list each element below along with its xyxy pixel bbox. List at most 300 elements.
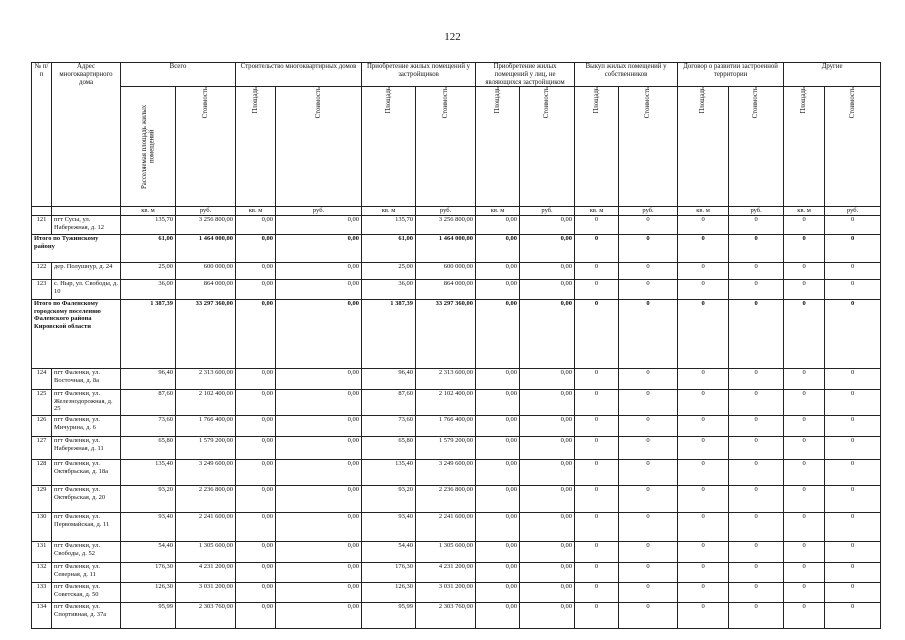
row-number: 131 [32, 542, 52, 563]
table-cell: 0 [619, 300, 678, 369]
table-cell: 2 102 400,00 [176, 390, 236, 416]
table-cell: 0,00 [520, 460, 575, 486]
table-cell: 0 [784, 263, 825, 280]
table-cell: 2 313 600,00 [176, 369, 236, 390]
table-cell: 0,00 [236, 486, 276, 513]
table-cell: 0 [678, 390, 729, 416]
table-cell: 2 313 600,00 [416, 369, 476, 390]
table-cell: 0 [784, 583, 825, 603]
table-cell: 2 303 760,00 [176, 603, 236, 629]
table-cell: 0,00 [520, 280, 575, 300]
sub-cost-header: Стоимость [176, 87, 236, 207]
table-row [32, 416, 881, 437]
table-cell: 0 [729, 280, 784, 300]
table-row [32, 437, 881, 460]
table-cell: 0,00 [236, 563, 276, 583]
sub-cost-header: Стоимость [416, 87, 476, 207]
table-cell: 0 [619, 235, 678, 263]
col-num-header: № п/п [32, 63, 52, 207]
table-cell: 0,00 [276, 369, 362, 390]
table-cell: 1 464 000,00 [176, 235, 236, 263]
table-cell: 0,00 [520, 437, 575, 460]
table-cell: 0 [619, 542, 678, 563]
table-cell: 0,00 [520, 263, 575, 280]
table-cell: 96,40 [362, 369, 416, 390]
table-cell: 2 102 400,00 [416, 390, 476, 416]
header-row-sub [32, 87, 881, 207]
table-cell: 0,00 [476, 369, 520, 390]
table-cell: 0 [825, 280, 881, 300]
table-cell: 1 766 400,00 [176, 416, 236, 437]
table-cell: 0 [619, 437, 678, 460]
table-cell: 1 305 600,00 [416, 542, 476, 563]
table-cell: 3 031 200,00 [416, 583, 476, 603]
table-cell: 3 249 600,00 [416, 460, 476, 486]
row-number: 126 [32, 416, 52, 437]
table-cell: 0 [575, 583, 619, 603]
table-cell: 0 [729, 416, 784, 437]
table-cell: 0 [825, 486, 881, 513]
unit-cell: руб. [729, 207, 784, 216]
table-cell: 33 297 360,00 [176, 300, 236, 369]
table-cell: 135,70 [121, 216, 176, 235]
table-cell: 0,00 [520, 216, 575, 235]
table-cell: 0,00 [236, 390, 276, 416]
sub-cost-header: Стоимость [520, 87, 575, 207]
table-cell: 0 [825, 235, 881, 263]
row-number: 127 [32, 437, 52, 460]
table-cell: 1 387,39 [121, 300, 176, 369]
table-cell: 1 579 200,00 [176, 437, 236, 460]
table-cell: 95,99 [362, 603, 416, 629]
table-cell: 0,00 [520, 542, 575, 563]
table-cell: 54,40 [121, 542, 176, 563]
table-cell: 0,00 [276, 603, 362, 629]
table-cell: 2 241 600,00 [416, 513, 476, 542]
table-cell: 0 [825, 603, 881, 629]
table-cell: 600 000,00 [176, 263, 236, 280]
table-cell: 0 [678, 216, 729, 235]
table-cell: 1 579 200,00 [416, 437, 476, 460]
table-cell: 0,00 [236, 235, 276, 263]
table-cell: 3 256 800,00 [416, 216, 476, 235]
table-body [32, 216, 881, 629]
unit-cell: руб. [520, 207, 575, 216]
table-cell: 176,30 [121, 563, 176, 583]
table-cell: 0 [825, 390, 881, 416]
table-cell: 0 [729, 460, 784, 486]
row-number: 121 [32, 216, 52, 235]
unit-cell: кв. м [236, 207, 276, 216]
table-cell: 0 [575, 390, 619, 416]
table-row [32, 263, 881, 280]
subtotal-label: Итого по Фаленскому городскому поселению Фаленского района Кировской области [32, 300, 121, 369]
table-cell: 0 [619, 513, 678, 542]
unit-cell: руб. [276, 207, 362, 216]
table-row [32, 542, 881, 563]
subtotal-row [32, 235, 881, 263]
unit-cell: кв. м [362, 207, 416, 216]
unit-cell: кв. м [476, 207, 520, 216]
table-cell: 0,00 [276, 513, 362, 542]
table-cell: 0 [825, 369, 881, 390]
table-cell: 0 [678, 300, 729, 369]
table-cell: 0,00 [276, 583, 362, 603]
table-cell: 0,00 [520, 300, 575, 369]
table-cell: 135,70 [362, 216, 416, 235]
table-cell: 0 [729, 563, 784, 583]
table-cell: 0,00 [276, 300, 362, 369]
table-cell: 93,20 [121, 486, 176, 513]
table-cell: 0 [784, 300, 825, 369]
table-cell: 0,00 [476, 583, 520, 603]
table-cell: 0 [784, 437, 825, 460]
table-cell: 0 [575, 513, 619, 542]
table-cell: 36,00 [121, 280, 176, 300]
table-cell: 0 [575, 369, 619, 390]
table-cell: 0,00 [276, 390, 362, 416]
sub-cost-header: Стоимость [276, 87, 362, 207]
table-row [32, 563, 881, 583]
table-cell: 0 [619, 263, 678, 280]
table-cell: 3 249 600,00 [176, 460, 236, 486]
table-cell: 0 [575, 563, 619, 583]
table-cell: 0,00 [276, 542, 362, 563]
table-cell: 0,00 [236, 369, 276, 390]
table-cell: 0 [825, 300, 881, 369]
table-cell: 0,00 [520, 486, 575, 513]
table-cell: 0,00 [236, 460, 276, 486]
table-cell: 0 [575, 542, 619, 563]
table-cell: 1 387,39 [362, 300, 416, 369]
table-cell: 0 [825, 513, 881, 542]
table-cell: 0 [575, 280, 619, 300]
row-address: пгт Фаленки, ул. Набережная, д. 11 [52, 437, 121, 460]
table-cell: 0,00 [276, 263, 362, 280]
sub-cost-header: Стоимость [825, 87, 881, 207]
subtotal-label: Итого по Тужинскому району [32, 235, 121, 263]
table-cell: 0 [825, 542, 881, 563]
table-cell: 0 [678, 460, 729, 486]
row-number: 125 [32, 390, 52, 416]
table-cell: 0,00 [236, 437, 276, 460]
table-cell: 25,00 [362, 263, 416, 280]
row-address: пгт Фаленки, ул. Первомайская, д. 11 [52, 513, 121, 542]
table-cell: 135,40 [362, 460, 416, 486]
table-cell: 73,60 [121, 416, 176, 437]
sub-area-header: Площадь [362, 87, 416, 207]
row-number: 130 [32, 513, 52, 542]
table-cell: 0 [729, 235, 784, 263]
table-cell: 0 [784, 563, 825, 583]
header-row-groups [32, 63, 881, 87]
table-cell: 0 [678, 369, 729, 390]
table-cell: 65,80 [121, 437, 176, 460]
table-cell: 0,00 [476, 390, 520, 416]
table-row [32, 460, 881, 486]
row-address: пгт Фаленки, ул. Советская, д. 50 [52, 583, 121, 603]
table-cell: 0,00 [476, 460, 520, 486]
table-cell: 0 [784, 603, 825, 629]
table-cell: 0 [678, 416, 729, 437]
table-cell: 0,00 [476, 280, 520, 300]
unit-cell: кв. м [121, 207, 176, 216]
row-address: пгт Сусы, ул. Набережная, д. 12 [52, 216, 121, 235]
table-cell: 0 [784, 369, 825, 390]
table-cell: 600 000,00 [416, 263, 476, 280]
row-number: 132 [32, 563, 52, 583]
group-dev-contract-header: Договор о развитии застроенной территории [678, 63, 784, 87]
table-cell: 0,00 [276, 563, 362, 583]
table-cell: 2 236 800,00 [176, 486, 236, 513]
table-cell: 0 [729, 263, 784, 280]
table-cell: 0 [619, 486, 678, 513]
table-cell: 0 [825, 416, 881, 437]
row-number: 124 [32, 369, 52, 390]
table-cell: 176,30 [362, 563, 416, 583]
resettlement-table [31, 62, 881, 629]
table-cell: 0 [619, 416, 678, 437]
table-cell: 0,00 [236, 603, 276, 629]
table-cell: 0 [784, 542, 825, 563]
table-cell: 0,00 [476, 437, 520, 460]
table-cell: 0,00 [276, 416, 362, 437]
row-number: 128 [32, 460, 52, 486]
table-cell: 54,40 [362, 542, 416, 563]
unit-cell: кв. м [575, 207, 619, 216]
table-cell: 0 [575, 603, 619, 629]
table-row [32, 369, 881, 390]
table-cell: 0 [575, 235, 619, 263]
table-cell: 0,00 [236, 216, 276, 235]
table-cell: 0 [619, 369, 678, 390]
table-cell: 0 [575, 460, 619, 486]
table-cell: 0 [825, 263, 881, 280]
table-cell: 4 231 200,00 [416, 563, 476, 583]
table-cell: 0 [784, 416, 825, 437]
table-row [32, 583, 881, 603]
table-cell: 0 [729, 216, 784, 235]
table-cell: 0 [825, 437, 881, 460]
table-cell: 33 297 360,00 [416, 300, 476, 369]
table-cell: 0,00 [236, 263, 276, 280]
row-address: с. Ныр, ул. Свободы, д. 10 [52, 280, 121, 300]
table-row [32, 513, 881, 542]
table-cell: 0 [729, 390, 784, 416]
table-cell: 0,00 [476, 416, 520, 437]
table-cell: 0 [784, 280, 825, 300]
table-cell: 0 [619, 603, 678, 629]
row-number: 133 [32, 583, 52, 603]
table-cell: 0 [678, 542, 729, 563]
table-cell: 0,00 [276, 486, 362, 513]
row-address: пгт Фаленки, ул. Октябрьская, д. 18а [52, 460, 121, 486]
table-cell: 2 241 600,00 [176, 513, 236, 542]
sub-area-header: Площадь [236, 87, 276, 207]
table-cell: 0 [575, 416, 619, 437]
group-purchase-nondev-header: Приобретение жилых помещений у лиц, не являющихся застройщиком [476, 63, 575, 87]
table-cell: 61,00 [362, 235, 416, 263]
table-cell: 0 [729, 369, 784, 390]
table-cell: 0 [729, 437, 784, 460]
table-cell: 0 [678, 437, 729, 460]
table-cell: 2 236 800,00 [416, 486, 476, 513]
table-cell: 0 [619, 460, 678, 486]
table-cell: 0,00 [476, 603, 520, 629]
unit-cell [32, 207, 52, 216]
table-cell: 0,00 [476, 563, 520, 583]
sub-area-header: Площадь [476, 87, 520, 207]
unit-cell: кв. м [784, 207, 825, 216]
table-cell: 3 256 800,00 [176, 216, 236, 235]
table-cell: 0 [784, 460, 825, 486]
sub-area-header: Площадь [784, 87, 825, 207]
row-address: пгт Фаленки, ул. Мичурина, д. 6 [52, 416, 121, 437]
unit-cell: кв. м [678, 207, 729, 216]
table-cell: 0 [619, 216, 678, 235]
table-cell: 0 [784, 513, 825, 542]
table-cell: 0,00 [236, 513, 276, 542]
table-cell: 25,00 [121, 263, 176, 280]
table-cell: 0 [619, 390, 678, 416]
table-cell: 93,40 [121, 513, 176, 542]
table-cell: 864 000,00 [416, 280, 476, 300]
table-cell: 0 [678, 486, 729, 513]
table-cell: 73,60 [362, 416, 416, 437]
table-cell: 0 [784, 486, 825, 513]
table-cell: 0 [729, 300, 784, 369]
table-cell: 0,00 [276, 460, 362, 486]
table-cell: 0,00 [236, 542, 276, 563]
row-address: пгт Фаленки, ул. Спортивная, д. 37а [52, 603, 121, 629]
table-cell: 0 [729, 583, 784, 603]
group-total-header: Всего [121, 63, 236, 87]
table-cell: 1 305 600,00 [176, 542, 236, 563]
table-cell: 0,00 [236, 300, 276, 369]
table-cell: 0,00 [276, 280, 362, 300]
table-cell: 0,00 [476, 235, 520, 263]
unit-cell: руб. [416, 207, 476, 216]
row-address: пгт Фаленки, ул. Железнодорожная, д. 25 [52, 390, 121, 416]
table-cell: 0 [678, 280, 729, 300]
table-cell: 61,00 [121, 235, 176, 263]
sub-area-header: Площадь [575, 87, 619, 207]
row-number: 123 [32, 280, 52, 300]
sub-cost-header: Стоимость [729, 87, 784, 207]
table-cell: 1 464 000,00 [416, 235, 476, 263]
sub-area-resettled-header: Расселяемая площадь жилых помещений [121, 87, 176, 207]
table-cell: 0,00 [476, 300, 520, 369]
table-cell: 864 000,00 [176, 280, 236, 300]
table-cell: 0,00 [476, 216, 520, 235]
table-cell: 0,00 [520, 416, 575, 437]
table-cell: 0 [575, 216, 619, 235]
table-cell: 0 [678, 603, 729, 629]
table-cell: 0 [575, 437, 619, 460]
table-cell: 0,00 [476, 513, 520, 542]
page-number: 122 [444, 31, 461, 43]
table-cell: 0,00 [520, 513, 575, 542]
table-row [32, 486, 881, 513]
table-cell: 0 [825, 563, 881, 583]
table-cell: 0,00 [476, 263, 520, 280]
table-cell: 87,60 [362, 390, 416, 416]
row-number: 122 [32, 263, 52, 280]
table-cell: 0,00 [520, 583, 575, 603]
table-row [32, 603, 881, 629]
table-cell: 93,20 [362, 486, 416, 513]
row-address: пгт Фаленки, ул. Северная, д. 11 [52, 563, 121, 583]
row-address: пгт Фаленки, ул. Свободы, д. 52 [52, 542, 121, 563]
table-row [32, 216, 881, 235]
table-cell: 0,00 [520, 390, 575, 416]
table-cell: 126,30 [362, 583, 416, 603]
table-cell: 0 [825, 216, 881, 235]
col-address-header: Адрес многоквартирного дома [52, 63, 121, 207]
table-cell: 0 [619, 563, 678, 583]
table-cell: 126,30 [121, 583, 176, 603]
table-cell: 0 [575, 300, 619, 369]
table-cell: 0 [729, 486, 784, 513]
unit-cell: руб. [176, 207, 236, 216]
table-cell: 0 [825, 583, 881, 603]
row-number: 129 [32, 486, 52, 513]
table-cell: 0,00 [236, 416, 276, 437]
table-cell: 0,00 [520, 235, 575, 263]
unit-cell: руб. [825, 207, 881, 216]
table-cell: 0 [678, 235, 729, 263]
units-row [32, 207, 881, 216]
row-address: пгт Фаленки, ул. Восточная, д. 8а [52, 369, 121, 390]
table-cell: 0 [678, 563, 729, 583]
table-cell: 96,40 [121, 369, 176, 390]
table-cell: 0 [619, 280, 678, 300]
group-buyout-header: Выкуп жилых помещений у собственников [575, 63, 678, 87]
table-cell: 0 [729, 513, 784, 542]
unit-cell [52, 207, 121, 216]
table-cell: 0 [784, 390, 825, 416]
table-cell: 0 [825, 460, 881, 486]
table-cell: 0,00 [520, 369, 575, 390]
table-cell: 0 [784, 235, 825, 263]
group-purchase-dev-header: Приобретение жилых помещений у застройщиков [362, 63, 476, 87]
table-row [32, 280, 881, 300]
table-cell: 36,00 [362, 280, 416, 300]
sub-cost-header: Стоимость [619, 87, 678, 207]
table-cell: 0 [575, 263, 619, 280]
table-cell: 0,00 [236, 583, 276, 603]
table-cell: 0 [678, 583, 729, 603]
subtotal-row [32, 300, 881, 369]
table-cell: 3 031 200,00 [176, 583, 236, 603]
table-cell: 87,60 [121, 390, 176, 416]
table-cell: 0,00 [476, 542, 520, 563]
table-row [32, 390, 881, 416]
row-address: дер. Полушнур, д. 24 [52, 263, 121, 280]
table-cell: 95,99 [121, 603, 176, 629]
sub-area-header: Площадь [678, 87, 729, 207]
table-cell: 2 303 760,00 [416, 603, 476, 629]
table-cell: 0 [678, 263, 729, 280]
table-cell: 65,80 [362, 437, 416, 460]
group-construction-header: Строительство многоквартирных домов [236, 63, 362, 87]
table-cell: 1 766 400,00 [416, 416, 476, 437]
table-cell: 0,00 [276, 216, 362, 235]
table-cell: 93,40 [362, 513, 416, 542]
table-cell: 0 [575, 486, 619, 513]
unit-cell: руб. [619, 207, 678, 216]
table-cell: 0 [784, 216, 825, 235]
